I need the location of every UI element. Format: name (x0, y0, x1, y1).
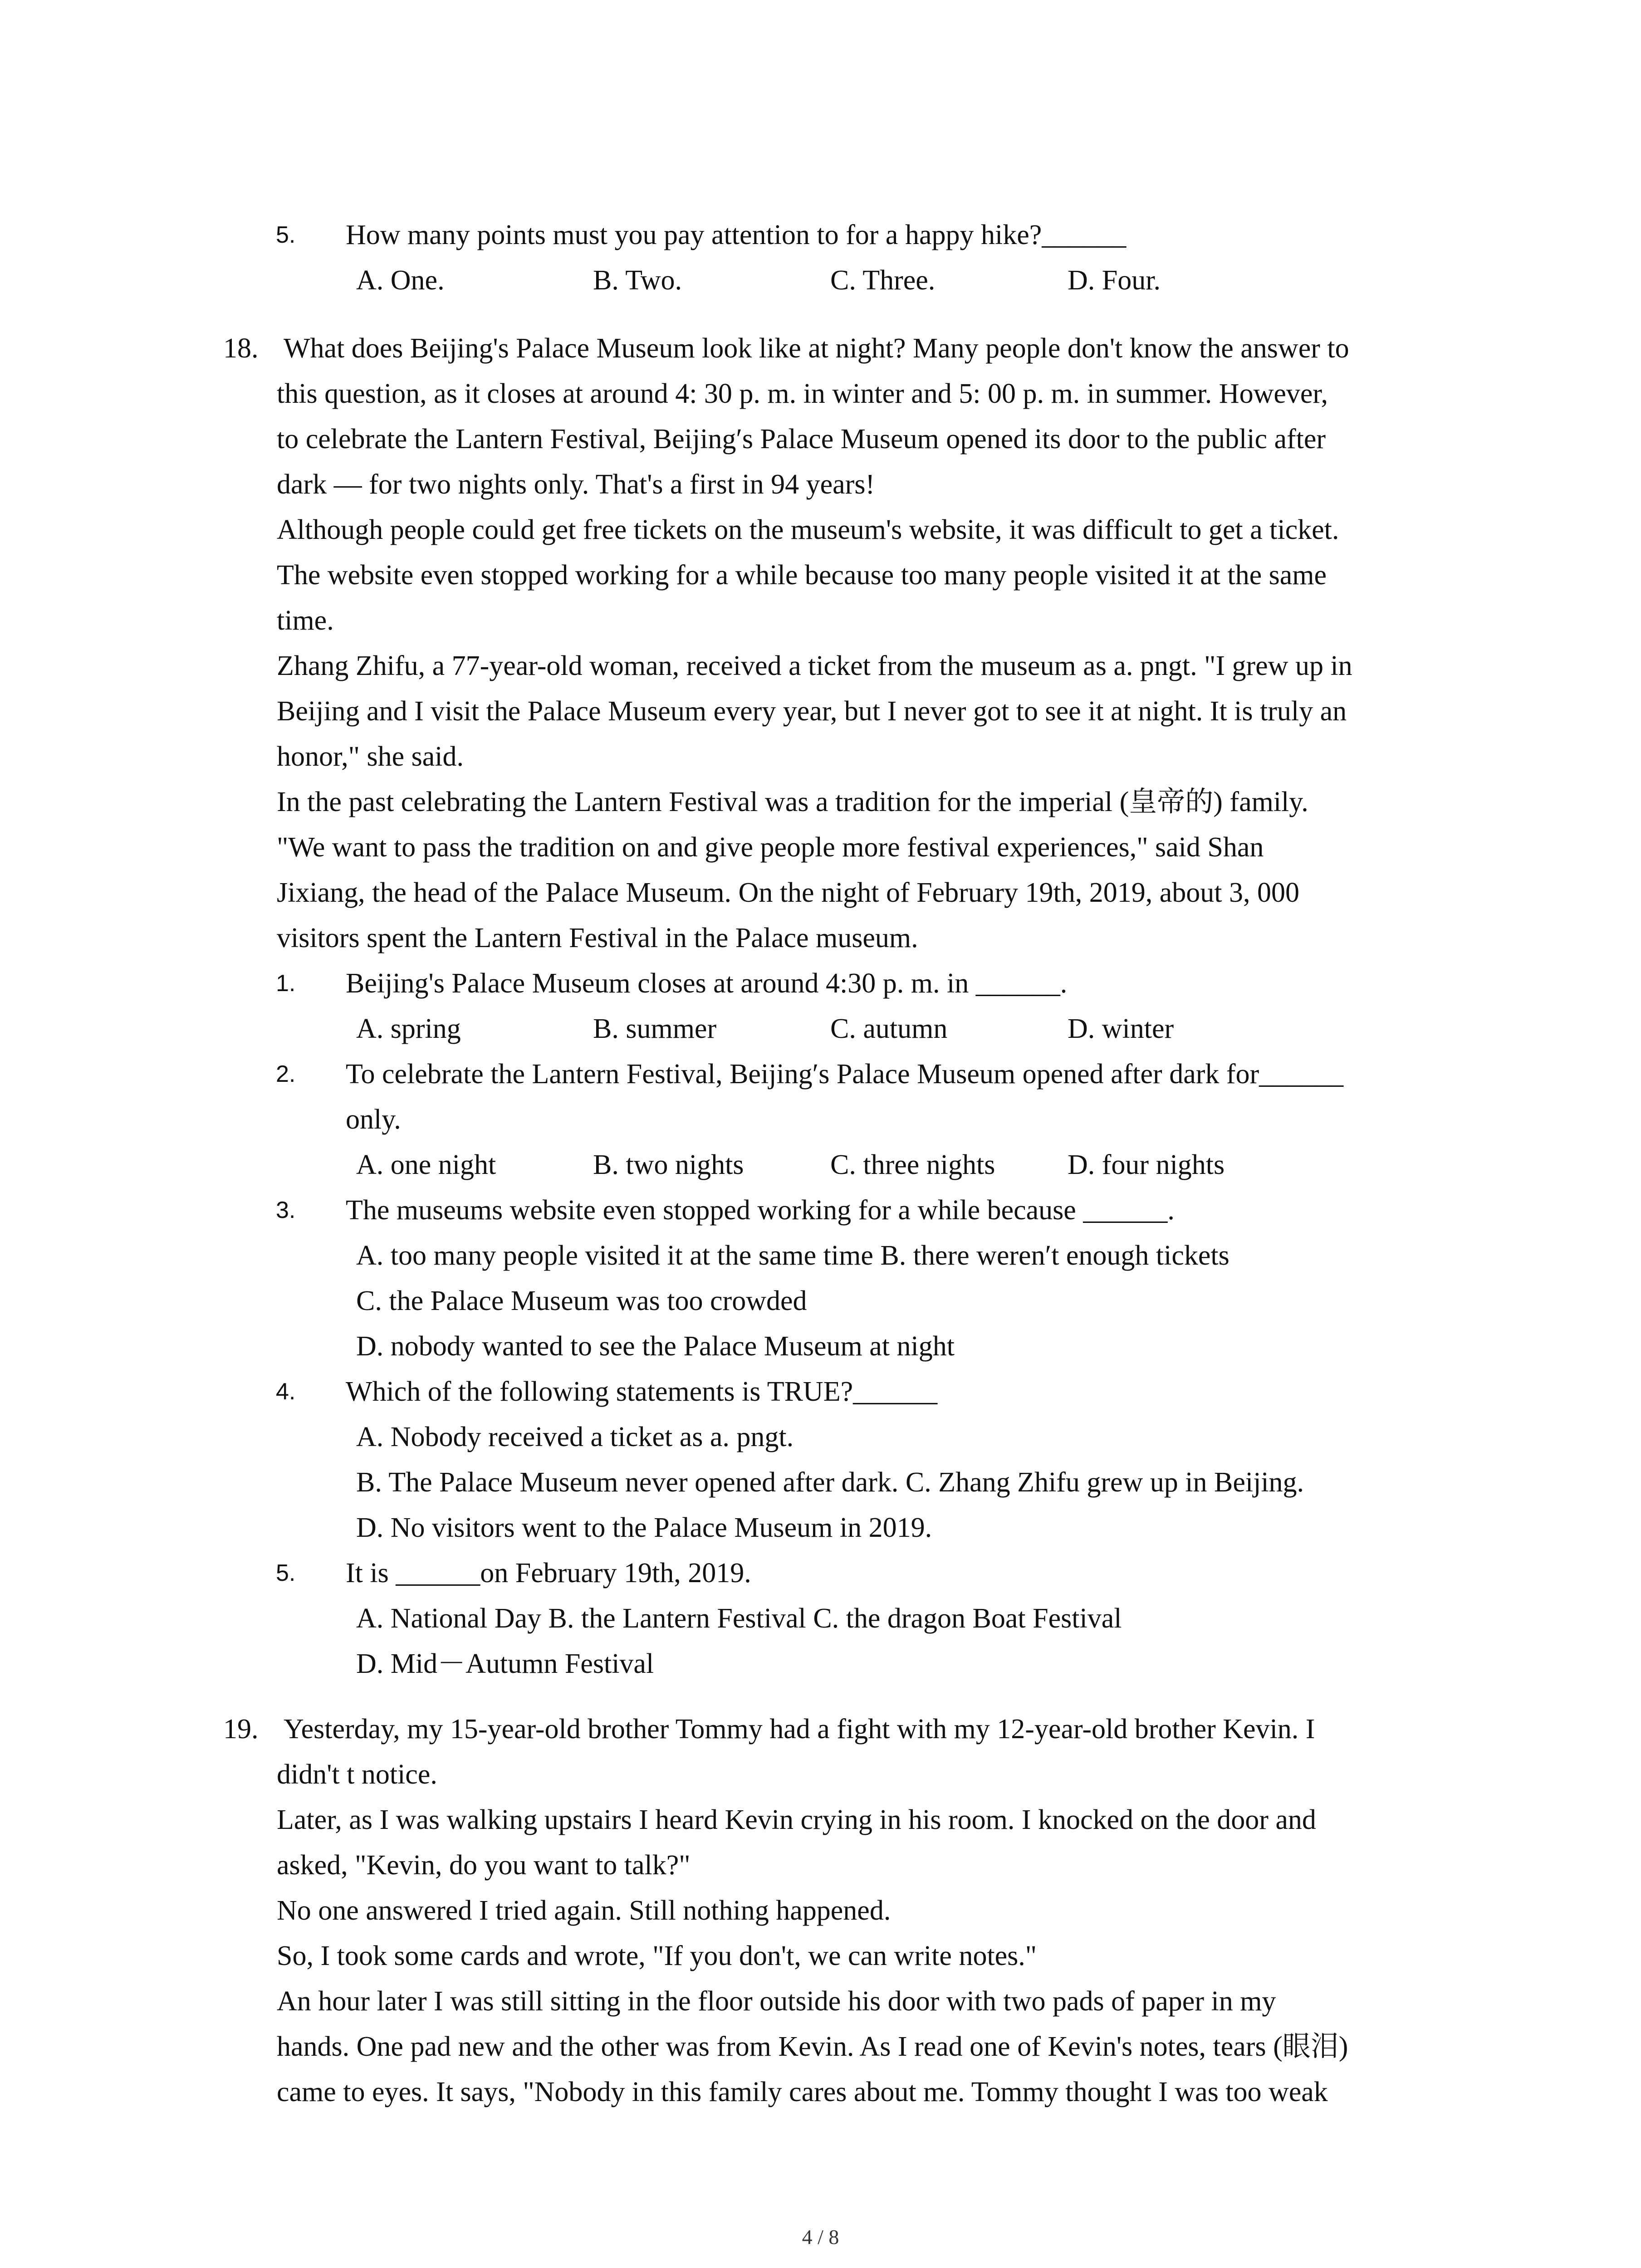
passage-line: Later, as I was walking upstairs I heard Kevin crying in his room. I knocked on the door and (277, 1804, 1316, 1835)
passage-line: dark — for two nights only. That's a first in 94 years! (277, 469, 875, 500)
option-d: D. four nights (1068, 1149, 1225, 1180)
question-stem-continued: only. (346, 1104, 401, 1135)
option-c: C. three nights (830, 1149, 995, 1180)
question-stem: To celebrate the Lantern Festival, Beijing′s Palace Museum opened after dark for______ (346, 1059, 1344, 1090)
option-a: A. spring (356, 1013, 461, 1044)
option-b: B. Two. (593, 265, 682, 296)
item-number: 4. (276, 1378, 296, 1405)
item-number: 2. (276, 1061, 296, 1087)
question-number: 18. (223, 333, 259, 364)
page-number: 4 / 8 (802, 2225, 839, 2248)
option-line: A. Nobody received a ticket as a. pngt. (356, 1422, 794, 1452)
passage-line: The website even stopped working for a while because too many people visited it at the same (277, 560, 1327, 591)
passage-line: asked, "Kevin, do you want to talk?" (277, 1850, 691, 1881)
passage-line: Yesterday, my 15-year-old brother Tommy had a fight with my 12-year-old brother Kevin. I (284, 1714, 1315, 1745)
option-d: D. winter (1068, 1013, 1174, 1044)
option-line: A. National Day B. the Lantern Festival C. the dragon Boat Festival (356, 1603, 1122, 1634)
option-line: B. The Palace Museum never opened after dark. C. Zhang Zhifu grew up in Beijing. (356, 1467, 1304, 1498)
option-line: D. nobody wanted to see the Palace Museum at night (356, 1331, 955, 1362)
option-b: B. two nights (593, 1149, 744, 1180)
option-line: D. No visitors went to the Palace Museum in 2019. (356, 1512, 932, 1543)
option-line: A. too many people visited it at the same time B. there weren′t enough tickets (356, 1240, 1230, 1271)
passage-line: time. (277, 605, 334, 636)
passage-line: Although people could get free tickets on the museum's website, it was difficult to get a ticket. (277, 514, 1339, 545)
question-stem: Which of the following statements is TRUE?______ (346, 1376, 938, 1407)
passage-line: honor," she said. (277, 741, 464, 772)
question-number: 19. (223, 1714, 259, 1745)
option-a: A. One. (356, 265, 445, 296)
option-c: C. Three. (830, 265, 936, 296)
passage-line: hands. One pad new and the other was from Kevin. As I read one of Kevin's notes, tears (眼泪) (277, 2031, 1348, 2062)
item-number: 1. (276, 970, 296, 997)
passage-line: So, I took some cards and wrote, "If you don't, we can write notes." (277, 1941, 1037, 1971)
option-line: D. Mid－Autumn Festival (356, 1648, 654, 1679)
question-stem: How many points must you pay attention to for a happy hike?______ (346, 220, 1127, 250)
question-stem: It is ______on February 19th, 2019. (346, 1558, 751, 1589)
question-stem: Beijing's Palace Museum closes at around 4:30 p. m. in ______. (346, 968, 1068, 999)
passage-line: Jixiang, the head of the Palace Museum. On the night of February 19th, 2019, about 3, 000 (277, 877, 1299, 908)
passage-line: didn't t notice. (277, 1759, 437, 1790)
passage-line: visitors spent the Lantern Festival in the Palace museum. (277, 923, 918, 953)
option-d: D. Four. (1068, 265, 1161, 296)
question-stem: The museums website even stopped working for a while because ______. (346, 1195, 1175, 1226)
passage-line: An hour later I was still sitting in the floor outside his door with two pads of paper in my (277, 1986, 1276, 2017)
option-line: C. the Palace Museum was too crowded (356, 1286, 807, 1316)
item-number: 3. (276, 1197, 296, 1223)
option-b: B. summer (593, 1013, 717, 1044)
option-a: A. one night (356, 1149, 496, 1180)
option-c: C. autumn (830, 1013, 948, 1044)
passage-line: Zhang Zhifu, a 77-year-old woman, received a ticket from the museum as a. pngt. "I grew up in (277, 650, 1352, 681)
passage-line: In the past celebrating the Lantern Festival was a tradition for the imperial (皇帝的) family. (277, 787, 1308, 817)
passage-line: What does Beijing's Palace Museum look like at night? Many people don't know the answer to (284, 333, 1349, 364)
passage-line: No one answered I tried again. Still nothing happened. (277, 1895, 891, 1926)
passage-line: came to eyes. It says, "Nobody in this family cares about me. Tommy thought I was too weak (277, 2077, 1328, 2107)
passage-line: "We want to pass the tradition on and give people more festival experiences," said Shan (277, 832, 1264, 863)
passage-line: this question, as it closes at around 4: 30 p. m. in winter and 5: 00 p. m. in summer. However, (277, 378, 1328, 409)
passage-line: Beijing and I visit the Palace Museum every year, but I never got to see it at night. It is truly an (277, 696, 1347, 727)
item-number: 5. (276, 1560, 296, 1586)
passage-line: to celebrate the Lantern Festival, Beijing′s Palace Museum opened its door to the public after (277, 424, 1326, 455)
item-number: 5. (276, 222, 296, 248)
